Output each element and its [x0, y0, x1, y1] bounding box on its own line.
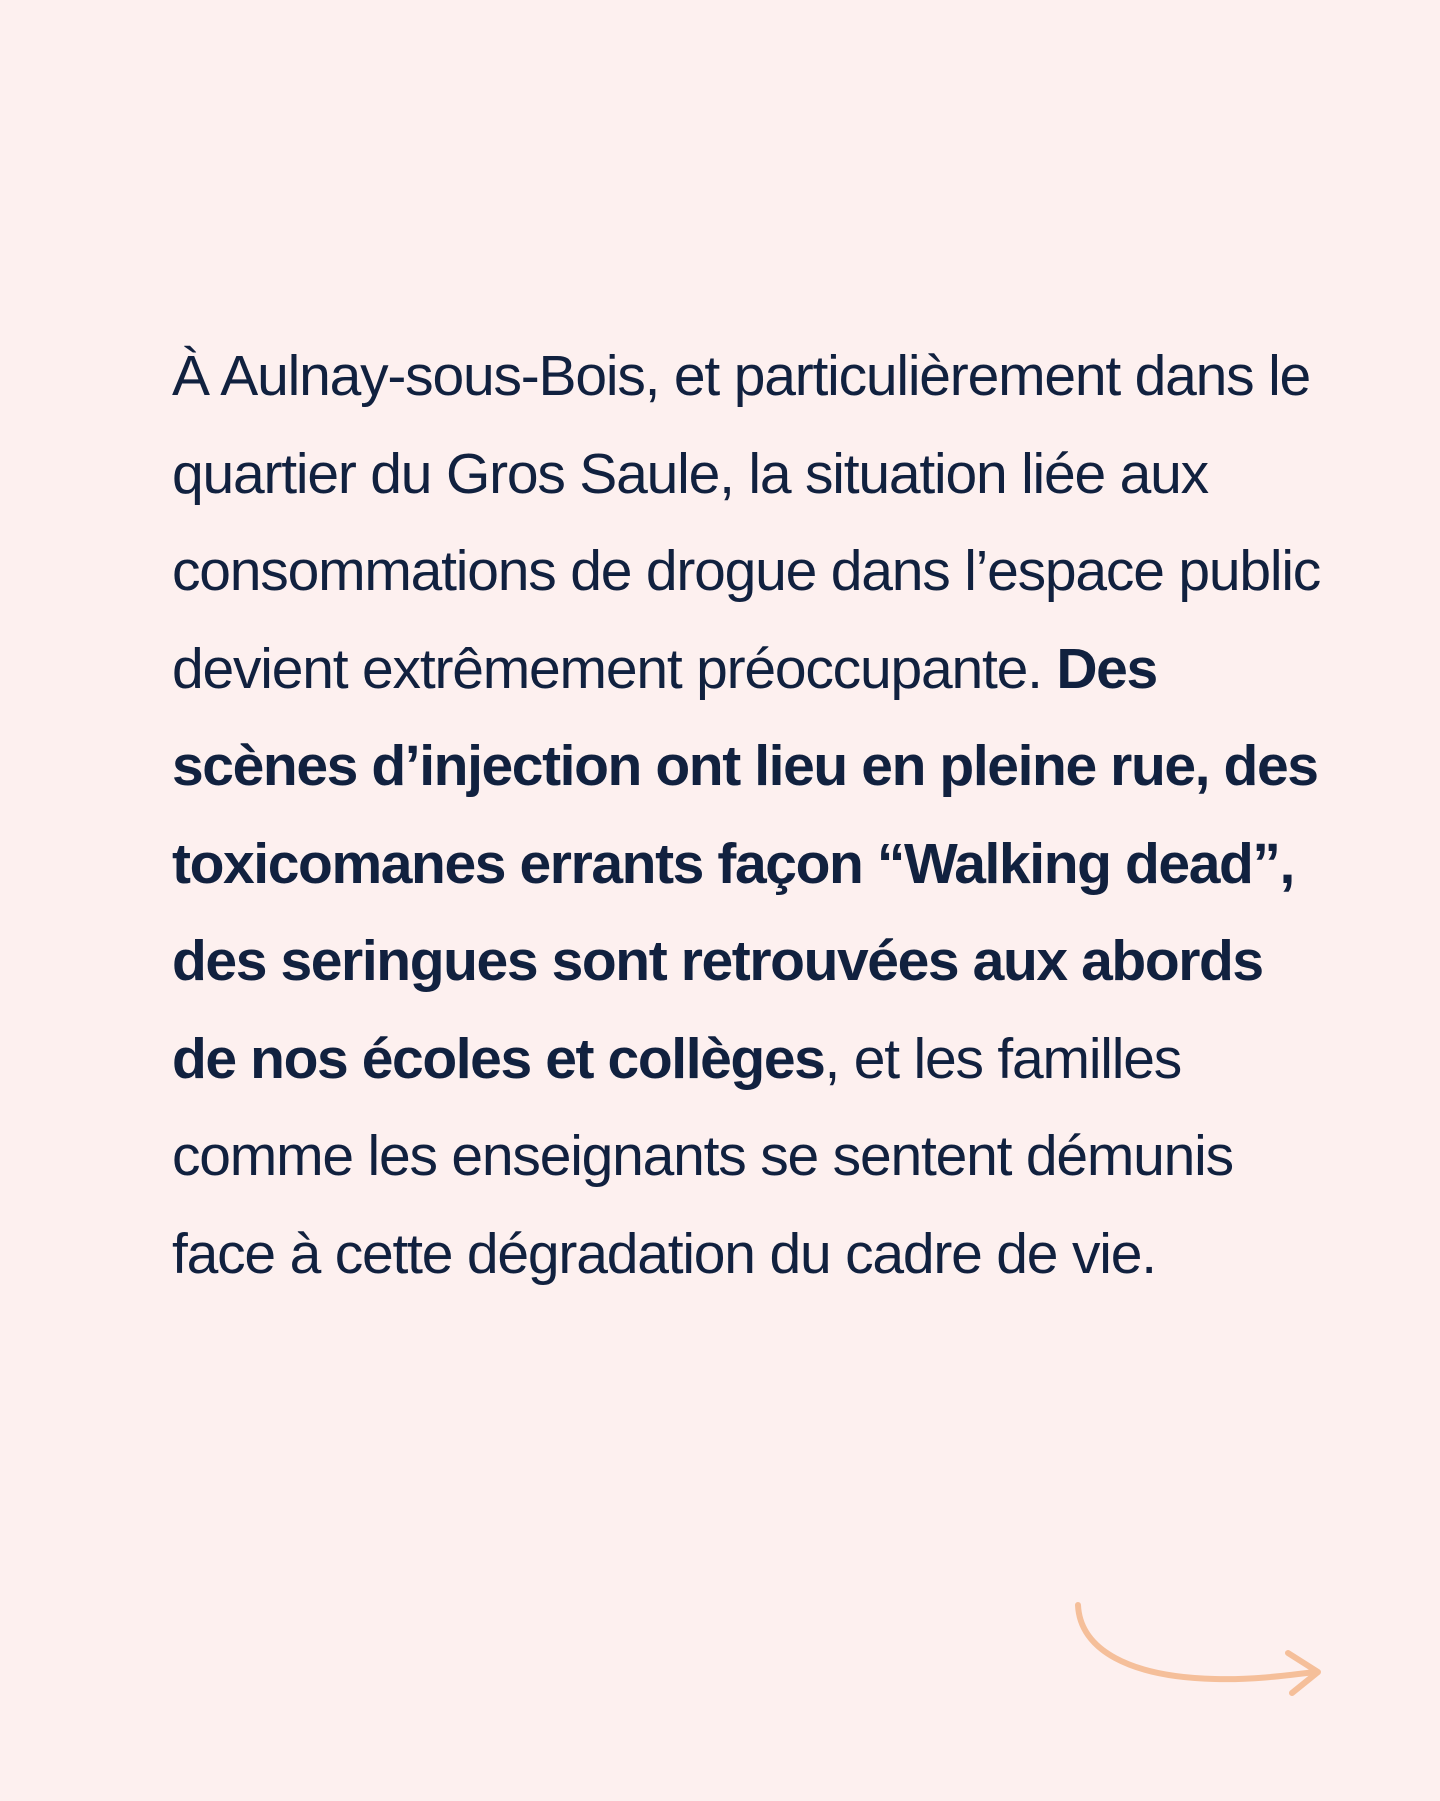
- curved-arrow-right-icon[interactable]: [1070, 1595, 1330, 1705]
- body-text-part-2: , et les familles comme les enseignants se sentent démunis face à cette dégradation du cadre de vie.: [172, 1026, 1233, 1286]
- body-paragraph: [172, 328, 1332, 1303]
- body-text-bold: Des scènes d’injection ont lieu en pleine rue, des toxicomanes errants façon “Walking dead”, des seringues sont retrouvées aux abords de nos écoles et collèges: [172, 636, 1318, 1091]
- arrow-curve: [1078, 1605, 1315, 1679]
- body-text-part-1: À Aulnay-sous-Bois, et particulièrement dans le quartier du Gros Saule, la situation liée aux consommations de drogue dans l’espace public devient extrêmement préoccupante.: [172, 344, 1321, 701]
